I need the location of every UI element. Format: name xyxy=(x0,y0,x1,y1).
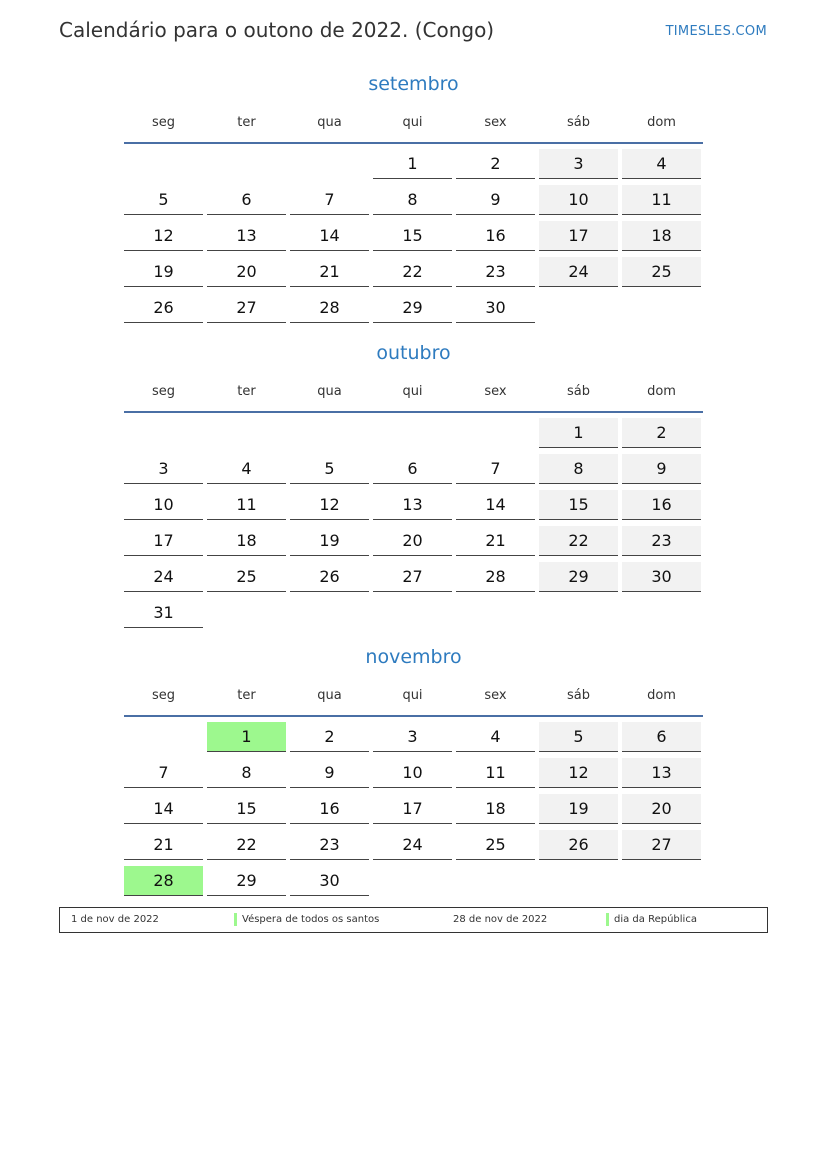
weekday-label: qua xyxy=(317,687,342,703)
day-cell: 26 xyxy=(539,830,618,860)
day-cell: 3 xyxy=(124,454,203,484)
week-row xyxy=(124,866,703,902)
day-cell: 3 xyxy=(539,149,618,179)
month-grid xyxy=(124,418,703,634)
month-name: setembro xyxy=(368,73,459,95)
weekday-label: qui xyxy=(402,383,423,399)
week-row xyxy=(124,221,703,257)
day-cell: 15 xyxy=(373,221,452,251)
page-title: Calendário para o outono de 2022. (Congo) xyxy=(59,18,495,42)
day-cell: 18 xyxy=(456,794,535,824)
day-cell: 24 xyxy=(124,562,203,592)
empty-cell xyxy=(373,418,452,448)
day-cell: 29 xyxy=(207,866,286,896)
legend-date: 1 de nov de 2022 xyxy=(71,914,159,925)
day-cell: 22 xyxy=(373,257,452,287)
week-row xyxy=(124,454,703,490)
day-cell: 2 xyxy=(456,149,535,179)
empty-cell xyxy=(539,293,618,323)
empty-cell xyxy=(207,149,286,179)
day-cell: 10 xyxy=(124,490,203,520)
day-cell: 30 xyxy=(622,562,701,592)
week-row xyxy=(124,758,703,794)
day-cell: 15 xyxy=(207,794,286,824)
weekday-label: seg xyxy=(151,687,176,703)
brand-link[interactable]: TIMESLES.COM xyxy=(665,24,767,39)
empty-cell xyxy=(290,598,369,628)
day-cell: 13 xyxy=(207,221,286,251)
day-cell: 16 xyxy=(456,221,535,251)
empty-cell xyxy=(622,293,701,323)
day-cell: 26 xyxy=(290,562,369,592)
day-cell: 12 xyxy=(124,221,203,251)
day-cell: 13 xyxy=(373,490,452,520)
day-cell: 1 xyxy=(373,149,452,179)
legend-holiday-marker xyxy=(234,913,237,926)
day-cell: 21 xyxy=(456,526,535,556)
day-cell: 8 xyxy=(373,185,452,215)
legend-date: 28 de nov de 2022 xyxy=(453,914,548,925)
day-cell: 31 xyxy=(124,598,203,628)
week-row xyxy=(124,185,703,221)
week-row xyxy=(124,257,703,293)
day-cell: 24 xyxy=(373,830,452,860)
weekday-header xyxy=(124,102,703,144)
day-cell: 9 xyxy=(622,454,701,484)
week-row xyxy=(124,526,703,562)
day-cell: 8 xyxy=(207,758,286,788)
empty-cell xyxy=(290,418,369,448)
day-cell: 29 xyxy=(539,562,618,592)
day-cell: 17 xyxy=(124,526,203,556)
empty-cell xyxy=(622,598,701,628)
empty-cell xyxy=(290,149,369,179)
holiday-legend xyxy=(59,907,768,933)
day-cell: 28 xyxy=(456,562,535,592)
weekday-header xyxy=(124,675,703,717)
day-cell: 24 xyxy=(539,257,618,287)
month-outubro xyxy=(124,339,703,634)
day-cell: 11 xyxy=(622,185,701,215)
day-cell: 12 xyxy=(539,758,618,788)
day-cell: 19 xyxy=(124,257,203,287)
weekday-label: sex xyxy=(484,383,507,399)
weekday-label: dom xyxy=(647,383,676,399)
weekday-label: ter xyxy=(237,114,256,130)
legend-holiday-marker xyxy=(606,913,609,926)
weekday-label: qua xyxy=(317,383,342,399)
day-cell: 7 xyxy=(456,454,535,484)
weekday-label: qui xyxy=(402,114,423,130)
day-cell: 27 xyxy=(373,562,452,592)
day-cell: 20 xyxy=(622,794,701,824)
day-cell: 14 xyxy=(456,490,535,520)
day-cell: 4 xyxy=(207,454,286,484)
empty-cell xyxy=(207,418,286,448)
week-row xyxy=(124,830,703,866)
weekday-label: ter xyxy=(237,383,256,399)
day-cell: 25 xyxy=(456,830,535,860)
day-cell: 5 xyxy=(124,185,203,215)
day-cell: 3 xyxy=(373,722,452,752)
day-cell: 21 xyxy=(290,257,369,287)
week-row xyxy=(124,149,703,185)
empty-cell xyxy=(539,598,618,628)
empty-cell xyxy=(373,598,452,628)
day-cell: 16 xyxy=(290,794,369,824)
empty-cell xyxy=(539,866,618,896)
day-cell: 30 xyxy=(290,866,369,896)
day-cell: 18 xyxy=(622,221,701,251)
day-cell: 17 xyxy=(373,794,452,824)
week-row xyxy=(124,418,703,454)
weekday-label: dom xyxy=(647,114,676,130)
day-cell: 10 xyxy=(373,758,452,788)
day-cell: 11 xyxy=(456,758,535,788)
day-cell: 22 xyxy=(539,526,618,556)
weekday-label: sáb xyxy=(567,114,590,130)
day-cell: 16 xyxy=(622,490,701,520)
holiday-day-cell: 28 xyxy=(124,866,203,896)
empty-cell xyxy=(622,866,701,896)
day-cell: 4 xyxy=(622,149,701,179)
week-row xyxy=(124,490,703,526)
week-row xyxy=(124,562,703,598)
day-cell: 8 xyxy=(539,454,618,484)
day-cell: 25 xyxy=(207,562,286,592)
weekday-label: qui xyxy=(402,687,423,703)
empty-cell xyxy=(456,866,535,896)
month-name: novembro xyxy=(365,646,462,668)
month-grid xyxy=(124,149,703,329)
week-row xyxy=(124,794,703,830)
holiday-day-cell: 1 xyxy=(207,722,286,752)
weekday-label: qua xyxy=(317,114,342,130)
day-cell: 23 xyxy=(622,526,701,556)
weekday-label: sáb xyxy=(567,687,590,703)
empty-cell xyxy=(456,418,535,448)
weekday-label: dom xyxy=(647,687,676,703)
day-cell: 17 xyxy=(539,221,618,251)
day-cell: 19 xyxy=(539,794,618,824)
day-cell: 1 xyxy=(539,418,618,448)
day-cell: 20 xyxy=(207,257,286,287)
day-cell: 27 xyxy=(207,293,286,323)
empty-cell xyxy=(124,149,203,179)
day-cell: 30 xyxy=(456,293,535,323)
day-cell: 23 xyxy=(290,830,369,860)
day-cell: 15 xyxy=(539,490,618,520)
day-cell: 5 xyxy=(290,454,369,484)
legend-holiday-name: Véspera de todos os santos xyxy=(242,914,380,925)
day-cell: 23 xyxy=(456,257,535,287)
day-cell: 2 xyxy=(290,722,369,752)
day-cell: 7 xyxy=(124,758,203,788)
day-cell: 5 xyxy=(539,722,618,752)
day-cell: 26 xyxy=(124,293,203,323)
weekday-label: sex xyxy=(484,114,507,130)
day-cell: 2 xyxy=(622,418,701,448)
legend-holiday-name: dia da República xyxy=(614,914,697,925)
month-setembro xyxy=(124,70,703,329)
month-name: outubro xyxy=(376,342,451,364)
day-cell: 22 xyxy=(207,830,286,860)
day-cell: 7 xyxy=(290,185,369,215)
empty-cell xyxy=(373,866,452,896)
day-cell: 20 xyxy=(373,526,452,556)
empty-cell xyxy=(124,418,203,448)
day-cell: 6 xyxy=(622,722,701,752)
day-cell: 11 xyxy=(207,490,286,520)
week-row xyxy=(124,293,703,329)
weekday-label: seg xyxy=(151,383,176,399)
day-cell: 6 xyxy=(207,185,286,215)
day-cell: 9 xyxy=(290,758,369,788)
day-cell: 25 xyxy=(622,257,701,287)
weekday-label: ter xyxy=(237,687,256,703)
empty-cell xyxy=(124,722,203,752)
day-cell: 9 xyxy=(456,185,535,215)
day-cell: 10 xyxy=(539,185,618,215)
day-cell: 4 xyxy=(456,722,535,752)
weekday-label: sex xyxy=(484,687,507,703)
empty-cell xyxy=(207,598,286,628)
day-cell: 12 xyxy=(290,490,369,520)
month-grid xyxy=(124,722,703,902)
day-cell: 27 xyxy=(622,830,701,860)
day-cell: 14 xyxy=(124,794,203,824)
day-cell: 13 xyxy=(622,758,701,788)
day-cell: 18 xyxy=(207,526,286,556)
day-cell: 21 xyxy=(124,830,203,860)
weekday-label: seg xyxy=(151,114,176,130)
week-row xyxy=(124,598,703,634)
weekday-label: sáb xyxy=(567,383,590,399)
month-novembro xyxy=(124,643,703,902)
day-cell: 28 xyxy=(290,293,369,323)
empty-cell xyxy=(456,598,535,628)
weekday-header xyxy=(124,371,703,413)
day-cell: 14 xyxy=(290,221,369,251)
week-row xyxy=(124,722,703,758)
day-cell: 6 xyxy=(373,454,452,484)
day-cell: 19 xyxy=(290,526,369,556)
day-cell: 29 xyxy=(373,293,452,323)
